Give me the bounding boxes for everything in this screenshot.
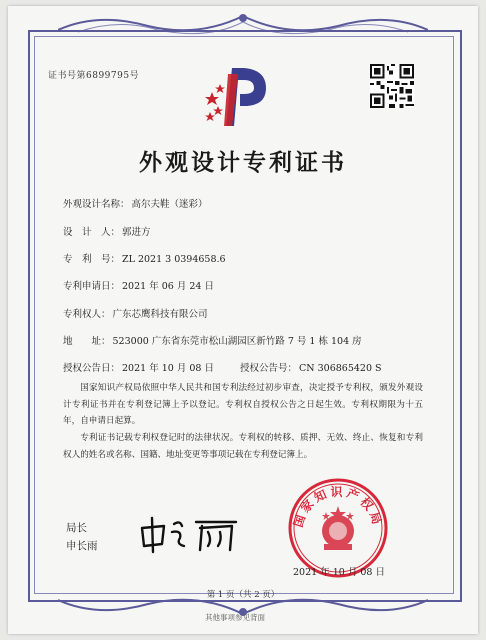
paragraph-legal-status: 专利证书记载专利权登记时的法律状况。专利权的转移、质押、无效、终止、恢复和专利权人的姓名或名称、国籍、地址变更等事项记载在专利登记簿上。 [63,433,423,460]
certificate-page [8,6,478,634]
seal-date: 2021 年 10 月 08 日 [293,567,385,578]
qr-code [370,64,414,108]
footer-note: 其他事项参见背面 [205,613,265,622]
designer-value: 郭进方 [122,227,151,238]
design-name-value: 高尔夫鞋（迷彩） [131,199,208,210]
filing-date-value: 2021 年 06 月 24 日 [122,281,214,292]
address-value: 523000 广东省东莞市松山湖园区新竹路 7 号 1 栋 104 房 [112,336,362,347]
patentee-row [63,306,208,320]
design-name-row [63,196,208,210]
signatory-title: 局长 [66,522,87,534]
patentee-value: 广东芯鹰科技有限公司 [112,309,208,320]
address-row [63,333,362,347]
certificate-title: 外观设计专利证书 [139,149,347,176]
grant-no-value: CN 306865420 S [299,363,382,374]
cnipa-logo [204,64,274,128]
page-number: 第 1 页（共 2 页） [206,590,280,600]
filing-date-label: 专利申请日： [63,281,121,292]
paragraph-grant: 国家知识产权局依照中华人民共和国专利法经过初步审查，决定授予专利权，颁发外观设计专利证书并在专利登记簿上予以登记。专利权自授权公告之日起生效。专利权期限为十五年，自申请日起算。 [63,383,423,426]
design-name-label: 外观设计名称： [63,199,130,210]
patent-no-label: 专 利 号： [63,254,121,265]
patent-no-value: ZL 2021 3 0394658.6 [122,254,226,265]
grant-date-row [63,360,214,374]
director-signature [136,514,246,554]
grant-no-row [240,360,382,374]
certificate-number: 证书号第6899795号 [48,71,140,81]
seal-text: 国家知识产权局 [290,485,386,529]
signatory-name: 申长雨 [66,540,98,552]
designer-row [63,224,151,238]
grant-date-value: 2021 年 10 月 08 日 [122,363,214,374]
patentee-label: 专利权人： [63,309,111,320]
filing-date-row [63,278,214,292]
designer-label: 设 计 人： [63,227,121,238]
grant-date-label: 授权公告日： [63,363,121,374]
grant-no-label: 授权公告号： [240,363,298,374]
address-label: 地 址： [63,336,111,347]
patent-no-row [63,251,226,265]
